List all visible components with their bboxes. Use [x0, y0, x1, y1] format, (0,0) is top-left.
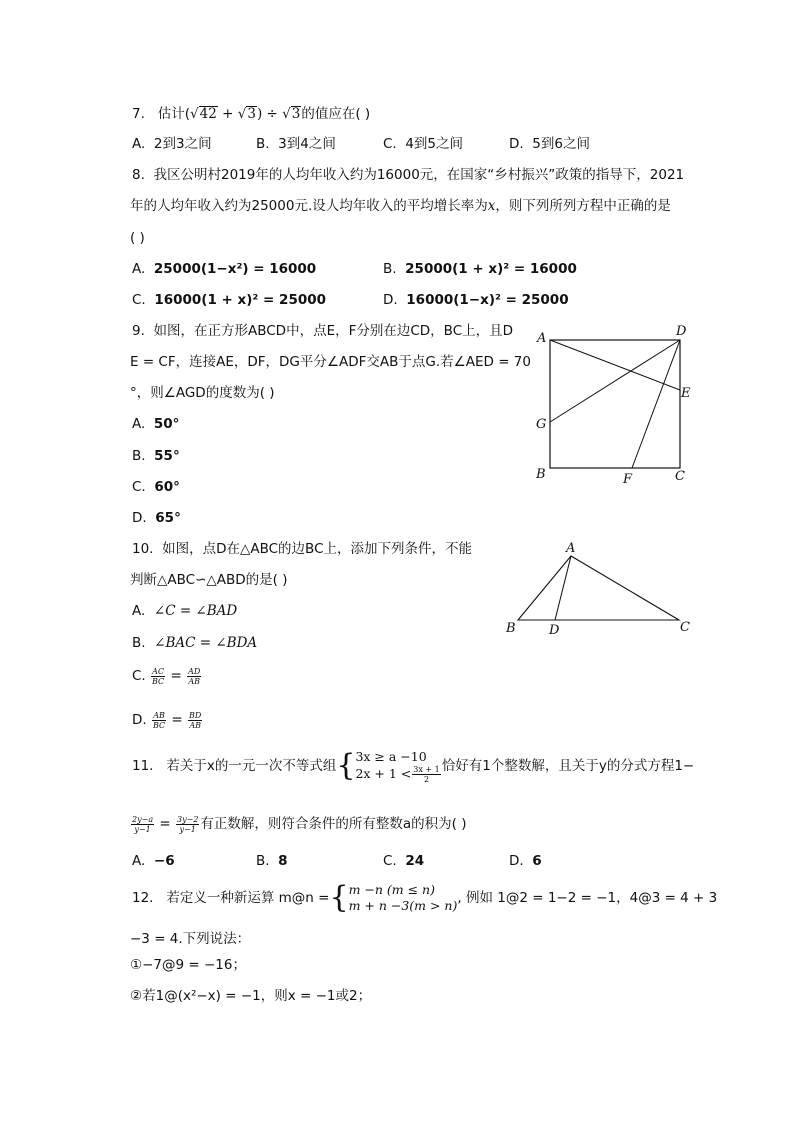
q8-number: 8.	[132, 167, 145, 183]
label-c: C	[675, 469, 685, 484]
q8-line1: 8. 我区公明村2019年的人均年收入约为16000元，在国家“乡村振兴”政策的指导下，2021	[132, 167, 685, 183]
q9-number: 9.	[132, 323, 145, 339]
q8-option-d: D. 16000(1−x)² = 25000	[383, 292, 569, 308]
label-b: B	[506, 621, 516, 636]
square-abcd	[550, 340, 680, 468]
q7-option-b: B. 3到4之间	[256, 136, 336, 152]
segment-ae	[550, 340, 680, 390]
q8-option-b: B. 25000(1 + x)² = 16000	[383, 261, 577, 277]
q9-line1: 9. 如图，在正方形ABCD中，点E，F分别在边CD，BC上，且D	[132, 323, 514, 339]
q11-option-c: C. 24	[383, 853, 425, 869]
q9-square-figure	[530, 318, 710, 490]
q8-line3: ( )	[130, 230, 145, 246]
q10-line2: 判断△ABC∽△ABD的是( )	[130, 572, 288, 588]
q11-inequality-system: 3x ≥ a −10 2x + 1 < $\frac{3x + 1}{2}$	[355, 748, 440, 784]
label-f: F	[623, 472, 633, 487]
q10-option-d: D. $\frac{AB}{BC}$ = $\frac{BD}{AB}$	[132, 710, 202, 730]
q12-line2: −3 = 4.下列说法：	[130, 931, 251, 947]
q12-piecewise: m −n (m ≤ n) m + n −3(m > n)	[348, 882, 458, 913]
q12-line1: 12. 若定义一种新运算 m@n ={ m −n (m ≤ n) m + n −3(m > n) , 例如 1@2 = 1−2 = −1，4@3 = 4 + 3	[132, 880, 718, 915]
q9-option-c: C. 60°	[132, 479, 180, 495]
label-d: D	[549, 623, 560, 638]
q12-number: 12.	[132, 890, 154, 906]
q9-line2: E = CF，连接AE，DF，DG平分∠ADF交AB于点G.若∠AED = 70	[130, 354, 531, 370]
q11-option-a: A. −6	[132, 853, 175, 869]
label-c: C	[680, 620, 690, 635]
q11-number: 11.	[132, 758, 154, 774]
q9-option-a: A. 50°	[132, 416, 180, 432]
q7-option-d: D. 5到6之间	[509, 136, 590, 152]
label-e: E	[681, 386, 691, 401]
q8-option-a: A. 25000(1−x²) = 16000	[132, 261, 317, 277]
q10-triangle-figure	[500, 538, 700, 638]
q10-option-c: C. $\frac{AC}{BC}$ = $\frac{AD}{AB}$	[132, 666, 201, 686]
q7-option-c: C. 4到5之间	[383, 136, 463, 152]
label-a: A	[537, 331, 547, 346]
q7-stem: 7. 估计(√42 + √3) ÷ √3的值应在( )	[132, 106, 371, 122]
q12-item1: ①−7@9 = −16；	[130, 957, 246, 973]
segment-df	[632, 340, 680, 468]
q9-option-b: B. 55°	[132, 448, 180, 464]
triangle-abc	[518, 556, 679, 620]
q11-line2: $\frac{2y-a}{y-1}$ = $\frac{3y-2}{y-1}$ 有正数解，则符合条件的所有整数a的积为( )	[132, 814, 467, 834]
q9-line3: °，则∠AGD的度数为( )	[130, 385, 275, 401]
label-d: D	[676, 324, 687, 339]
q10-number: 10.	[132, 541, 154, 557]
label-g: G	[536, 417, 547, 432]
q7-number: 7.	[132, 106, 145, 122]
q10-option-a: A. ∠C = ∠BAD	[132, 603, 238, 619]
q8-option-c: C. 16000(1 + x)² = 25000	[132, 292, 327, 308]
label-a: A	[566, 541, 576, 556]
q11-option-d: D. 6	[509, 853, 542, 869]
q10-line1: 10. 如图，点D在△ABC的边BC上，添加下列条件，不能	[132, 541, 472, 557]
q8-line2: 年的人均年收入约为25000元.设人均年收入的平均增长率为x，则下列所列方程中正确的是	[130, 198, 671, 214]
label-b: B	[536, 467, 546, 482]
q11-option-b: B. 8	[256, 853, 288, 869]
q10-option-b: B. ∠BAC = ∠BDA	[132, 635, 258, 651]
q12-item2: ②若1@(x²−x) = −1，则x = −1或2；	[130, 988, 372, 1004]
q7-option-a: A. 2到3之间	[132, 136, 212, 152]
segment-dg	[550, 340, 680, 422]
q11-line1: 11. 若关于x的一元一次不等式组{ 3x ≥ a −10 2x + 1 < $\frac{3x + 1}{2}$ 恰好有1个整数解，且关于y的分式方程1−	[132, 748, 695, 784]
q9-option-d: D. 65°	[132, 510, 181, 526]
